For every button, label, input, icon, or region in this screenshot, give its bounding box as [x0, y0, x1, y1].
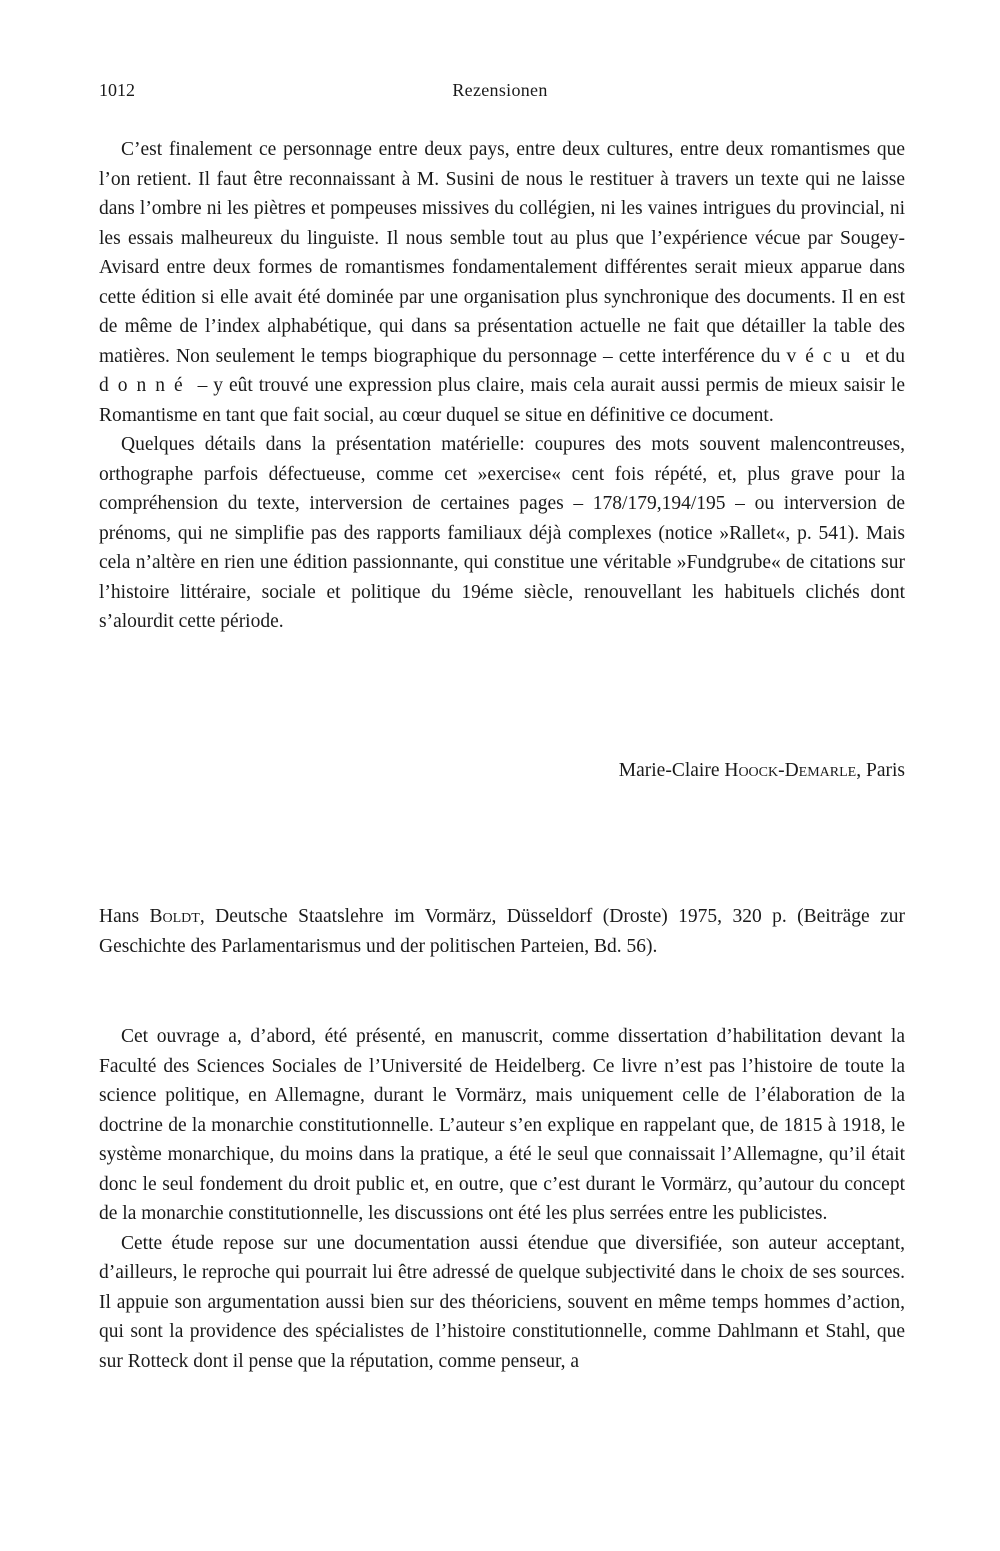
review-2-paragraph-2: Cette étude repose sur une documentation aussi étendue que diversifiée, son auteur acceptant, d’ailleurs, le reproche qui pourrait lui être adressé de quelque subjectivité dans le choix de ses sources. Il appuie son argumentation aussi bien sur des théoriciens, souvent en même temps hommes d’action, qui sont la providence des spécialistes de l’histoire constitutionnelle, comme Dahlmann et Stahl, que sur Rotteck dont il pense que la réputation, comme penseur, a	[99, 1232, 905, 1372]
signature-first-name: Marie-Claire	[618, 760, 720, 781]
book-citation: , Deutsche Staatslehre im Vormärz, Düsseldorf (Droste) 1975, 320 p. (Beiträge zur Geschichte des Parlamentarismus und der politischen Parteien, Bd. 56).	[99, 906, 906, 957]
review-1-paragraph-1	[99, 135, 905, 430]
signature-place: , Paris	[856, 760, 905, 781]
review-1-paragraph-1-start: C’est finalement ce personnage entre deux pays, entre deux cultures, entre deux romantismes que l’on retient. Il faut être reconnaissant à M. Susini de nous le restituer à travers un texte qui ne laisse dans l’ombre ni les piètres et pompeuses missives du collégien, ni les vaines intrigues du provincial, ni les essais malheureux du linguiste. Il nous semble tout au plus que l’expérience vécue par Sougey-Avisard entre deux formes de romantismes fondamentalement différentes serait mieux apparue dans cette édition si elle avait été dominée par une organisation plus synchronique des documents. Il en est de même de l’index alphabétique, qui dans sa présentation actuelle ne fait que détailler la table des matières. Non seulement le temps biographique du personnage – cette interférence du	[99, 139, 905, 367]
review-2-paragraph-1: Cet ouvrage a, d’abord, été présenté, en manuscrit, comme dissertation d’habilitation devant la Faculté des Sciences Sociales de l’Université de Heidelberg. Ce livre n’est pas l’histoire de toute la science politique, en Allemagne, durant le Vormärz, mais uniquement celle de l’élaboration de la doctrine de la monarchie constitutionnelle. L’auteur s’en explique en rappelant que, de 1815 à 1918, le système monarchique, du moins dans la pratique, a été le seul que connaissait l’Allemagne, qu’il était donc le seul fondement du droit public et, en outre, que c’est durant le Vormärz, qu’autour du concept de la monarchie constitutionnelle, les discussions ont été les plus serrées entre les publicistes.	[99, 1026, 905, 1224]
running-title: Rezensionen	[452, 80, 548, 100]
signature-surname: Hoock-Demarle	[724, 760, 857, 781]
review-1-paragraph-1-end: – y eût trouvé une expression plus claire, mais cela aurait aussi permis de mieux saisir le Romantisme en tant que fait social, au cœur duquel se situe en définitive ce document.	[99, 375, 906, 426]
author-surname: Boldt	[149, 906, 200, 927]
connector-text: et du	[865, 345, 906, 367]
review-1-signature	[619, 760, 905, 782]
author-first-name: Hans	[99, 906, 140, 927]
review-1-paragraph-2: Quelques détails dans la présentation matérielle: coupures des mots souvent malencontreuses, orthographe parfois défectueuse, comme cet »exercise« cent fois répété, et, plus grave pour la compréhension du texte, interversion de certaines pages – 178/179,194/195 – ou interversion de prénoms, qui ne simplifie pas des rapports familiaux déjà complexes (notice »Rallet«, p. 541). Mais cela n’altère en rien une édition passionnante, qui constitue une véritable »Fundgrube« de citations sur l’histoire littéraire, sociale et politique du 19éme siècle, renouvellant les habituels clichés dont s’alourdit cette période.	[99, 434, 905, 632]
review-2-bibliographic-entry	[99, 902, 905, 961]
spaced-word-donne: donné	[99, 375, 192, 396]
spaced-word-vecu: vécu	[786, 345, 860, 367]
review-1-body	[99, 135, 905, 637]
review-2-body	[99, 1022, 905, 1376]
page-number: 1012	[99, 80, 135, 100]
